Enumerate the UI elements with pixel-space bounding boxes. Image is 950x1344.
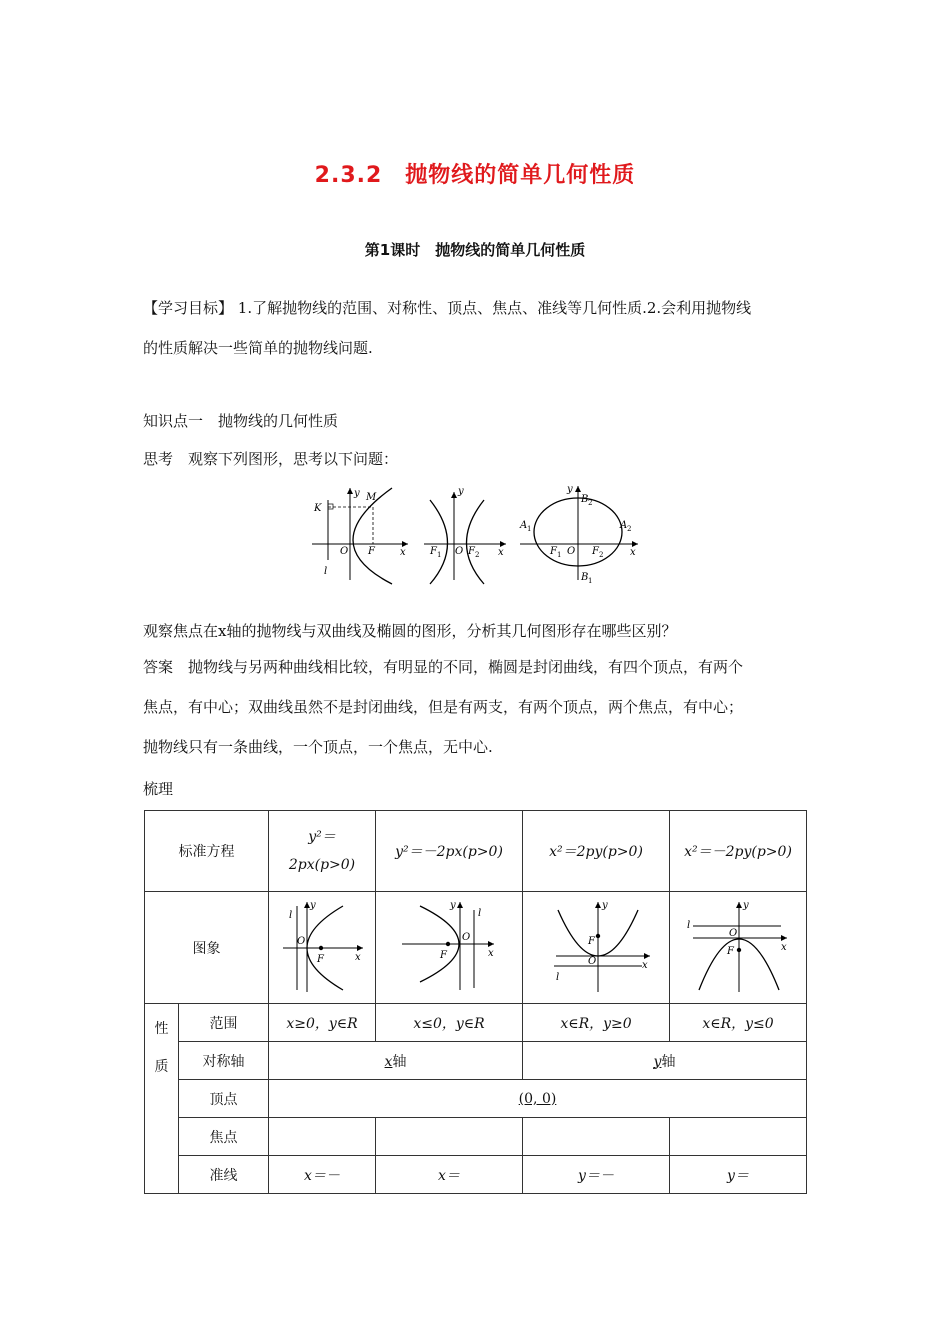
row-range	[145, 1004, 807, 1042]
svg-text:O: O	[729, 927, 738, 939]
row-standard-equation	[145, 811, 807, 892]
row-vertex	[145, 1080, 807, 1118]
figure-parabola	[312, 488, 408, 584]
range-2: x≤0，y∈R	[376, 1004, 523, 1042]
goals-line2: 的性质解决一些简单的抛物线问题.	[143, 339, 373, 357]
svg-text:l: l	[556, 971, 560, 983]
graph-right-parabola	[277, 896, 367, 996]
directrix-3: y＝－	[523, 1156, 670, 1194]
svg-text:F: F	[727, 945, 734, 957]
goals-label: 【学习目标】	[143, 299, 234, 317]
answer-line1: 答案 抛物线与另两种曲线相比较，有明显的不同，椭圆是封闭曲线，有四个顶点，有两个	[143, 658, 744, 676]
svg-text:2: 2	[599, 551, 604, 559]
row-directrix	[145, 1156, 807, 1194]
svg-text:2: 2	[475, 551, 480, 559]
svg-text:x: x	[630, 547, 636, 558]
svg-text:M: M	[366, 492, 377, 503]
svg-text:x: x	[642, 959, 648, 971]
think-prompt: 思考 观察下列图形，思考以下问题：	[143, 450, 399, 468]
figure-hyperbola	[424, 486, 506, 584]
knowledge-point-heading: 知识点一 抛物线的几何性质	[143, 412, 339, 430]
svg-text:O: O	[455, 546, 464, 557]
equation-1: y²＝ 2px(p>0)	[269, 811, 376, 892]
svg-text:x: x	[355, 951, 361, 963]
lesson-subtitle: 第1课时 抛物线的简单几何性质	[364, 241, 586, 259]
svg-text:1: 1	[527, 525, 532, 533]
header-properties: 性 质	[145, 1004, 179, 1194]
properties-table	[144, 810, 807, 1194]
svg-text:2: 2	[588, 499, 593, 507]
learning-goals	[143, 288, 815, 368]
graph-4	[670, 892, 807, 1004]
svg-text:O: O	[567, 546, 576, 557]
svg-text:1: 1	[437, 551, 442, 559]
svg-text:F: F	[368, 546, 375, 557]
answer-line3: 抛物线只有一条曲线，一个顶点，一个焦点，无中心.	[143, 738, 493, 756]
svg-text:1: 1	[588, 577, 593, 585]
row-focus	[145, 1118, 807, 1156]
header-range: 范围	[179, 1004, 269, 1042]
answer-block	[143, 647, 815, 767]
equation-2: y²＝－2px(p>0)	[376, 811, 523, 892]
svg-text:l: l	[324, 566, 328, 577]
header-vertex: 顶点	[179, 1080, 269, 1118]
focus-3	[523, 1118, 670, 1156]
page-title: 2.3.2 抛物线的简单几何性质	[314, 163, 636, 188]
svg-text:O: O	[588, 955, 597, 967]
svg-text:O: O	[340, 546, 349, 557]
svg-text:x: x	[400, 547, 406, 558]
svg-text:y: y	[310, 899, 316, 911]
svg-text:x: x	[488, 947, 494, 959]
svg-text:F: F	[550, 546, 557, 557]
answer-line2: 焦点，有中心；双曲线虽然不是封闭曲线，但是有两支，有两个顶点，两个焦点，有中心；	[143, 698, 744, 716]
figure-ellipse	[519, 484, 638, 585]
svg-text:y: y	[602, 899, 608, 911]
svg-text:x: x	[498, 547, 504, 558]
svg-text:1: 1	[557, 551, 562, 559]
range-4: x∈R，y≤0	[670, 1004, 807, 1042]
svg-text:F: F	[317, 953, 324, 965]
svg-text:F: F	[430, 546, 437, 557]
range-1: x≥0，y∈R	[269, 1004, 376, 1042]
svg-text:F: F	[440, 949, 447, 961]
directrix-1: x＝－	[269, 1156, 376, 1194]
header-symmetry-axis: 对称轴	[179, 1042, 269, 1080]
range-3: x∈R，y≥0	[523, 1004, 670, 1042]
axis-y: y轴	[523, 1042, 807, 1080]
svg-text:O: O	[462, 931, 471, 943]
focus-1	[269, 1118, 376, 1156]
focus-2	[376, 1118, 523, 1156]
graph-up-parabola	[536, 896, 656, 996]
svg-text:y: y	[743, 899, 749, 911]
svg-text:x: x	[781, 941, 787, 953]
svg-text:l: l	[478, 907, 482, 919]
svg-text:F: F	[592, 546, 599, 557]
svg-text:K: K	[314, 503, 322, 514]
conic-figures	[300, 480, 650, 590]
svg-text:l: l	[289, 909, 293, 921]
svg-text:O: O	[297, 935, 306, 947]
vertex-value: (0, 0)	[269, 1080, 807, 1118]
equation-4: x²＝－2py(p>0)	[670, 811, 807, 892]
svg-text:A: A	[520, 520, 528, 531]
svg-text:2: 2	[627, 525, 632, 533]
question-text: 观察焦点在x轴的抛物线与双曲线及椭圆的图形，分析其几何图形存在哪些区别？	[143, 622, 677, 640]
equation-3: x²＝2py(p>0)	[523, 811, 670, 892]
graph-left-parabola	[394, 896, 504, 996]
graph-down-parabola	[683, 896, 793, 996]
graph-1	[269, 892, 376, 1004]
svg-text:y: y	[354, 488, 360, 499]
svg-text:y: y	[567, 484, 573, 495]
svg-text:F: F	[588, 935, 595, 947]
svg-text:B: B	[581, 494, 589, 505]
row-symmetry-axis	[145, 1042, 807, 1080]
axis-x: x轴	[269, 1042, 523, 1080]
directrix-2: x＝	[376, 1156, 523, 1194]
directrix-4: y＝	[670, 1156, 807, 1194]
header-focus: 焦点	[179, 1118, 269, 1156]
svg-text:B: B	[581, 572, 589, 583]
goals-line1: 1.了解抛物线的范围、对称性、顶点、焦点、准线等几何性质.2.会利用抛物线	[233, 299, 752, 317]
svg-text:y: y	[458, 486, 464, 497]
svg-text:A: A	[620, 520, 628, 531]
row-graph	[145, 892, 807, 1004]
graph-3	[523, 892, 670, 1004]
focus-4	[670, 1118, 807, 1156]
summary-label: 梳理	[143, 780, 174, 798]
svg-text:y: y	[450, 899, 456, 911]
header-standard-equation: 标准方程	[145, 811, 269, 892]
svg-text:l: l	[687, 919, 691, 931]
graph-2	[376, 892, 523, 1004]
header-directrix: 准线	[179, 1156, 269, 1194]
header-graph: 图象	[145, 892, 269, 1004]
svg-text:F: F	[468, 546, 475, 557]
